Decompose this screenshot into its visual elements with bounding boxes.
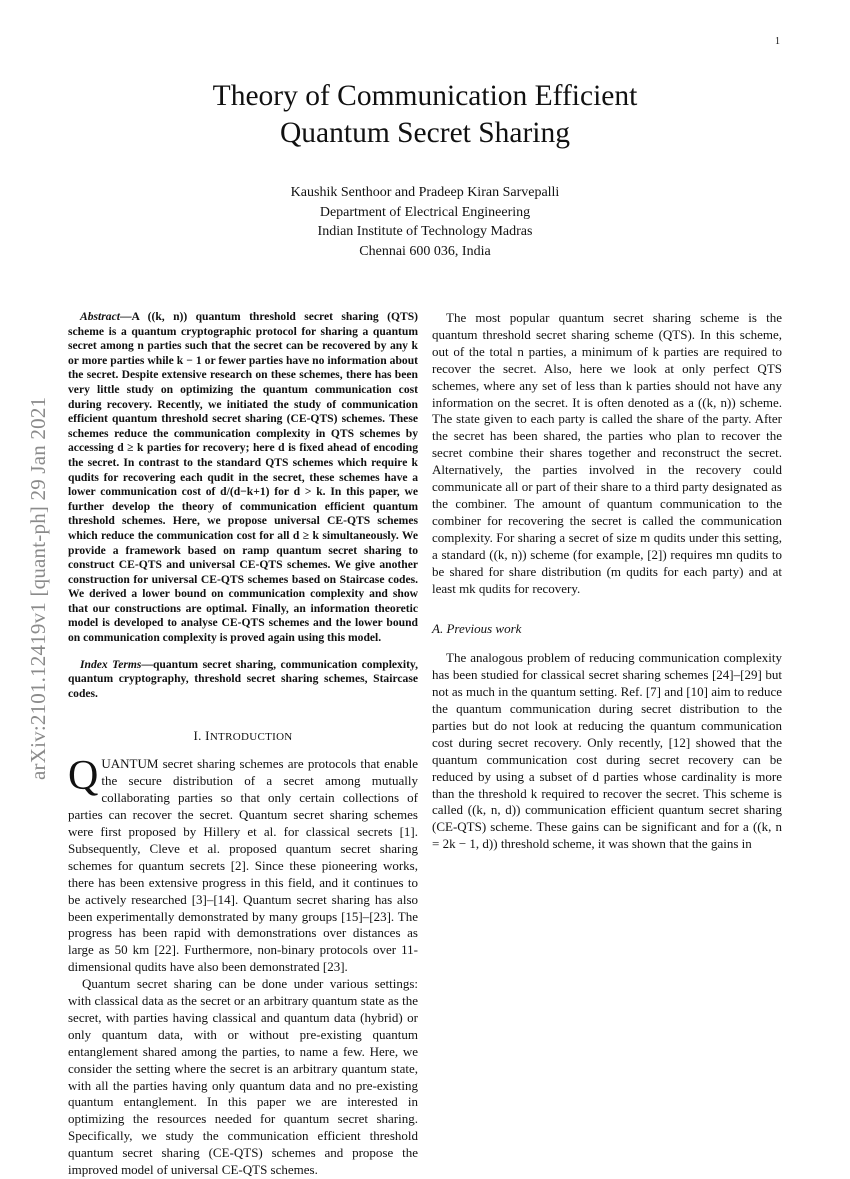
title-block <box>0 78 850 152</box>
index-terms <box>68 658 418 702</box>
intro-paragraph-3: The most popular quantum secret sharing scheme is the quantum threshold secret sharing scheme (QTS). In this scheme, out of the total n parties, a minimum of k parties are required to recover the secret. Also, here we look at only perfect QTS schemes, where any set of less than k parties should not have any information on the secret. It is often denoted as a ((k, n)) scheme. The state given to each party is called the share of the party. After the secret has been shared, the parties who plan to recover the secret combine their shares together and reconstruct the secret. Alternatively, the parties involved in the recovery could communicate all or part of their share to a third party designated as the combiner. The amount of quantum communication to the combiner for recovering the secret is called the communication complexity. For sharing a secret of size m qudits under this setting, a standard ((k, n)) scheme (for example, [2]) requires mn qudits to be shared for share distribution (m qudits for each party) and at least mk qudits for recovery. <box>432 310 782 596</box>
right-column <box>432 310 782 853</box>
intro-paragraph-1-text: UANTUM secret sharing schemes are protocols that enable the secure distribution of a secret among mutually collaborating parties so that only certain collections of parties can recover the secret. Quantum secret sharing schemes were first proposed by Hillery et al. for classical secrets [1]. Subsequently, Cleve et al. proposed quantum secret sharing schemes for quantum secrets [2]. Since these pioneering works, there has been extensive progress in this field, and it continues to be actively researched [3]–[14]. Quantum secret sharing has also been experimentally demonstrated by many groups [15]–[23]. The progress has been rapid with demonstrations over distances as large as 50 km [22]. Furthermore, non-binary protocols over 11-dimensional qudits have also been demonstrated [23]. <box>68 756 418 975</box>
title-line-2: Quantum Secret Sharing <box>279 117 571 149</box>
abstract-label: Abstract <box>80 310 120 323</box>
index-terms-label: Index Terms <box>80 657 142 671</box>
page-number: 1 <box>775 36 780 47</box>
left-column <box>68 310 418 1179</box>
section-heading-introduction: I. INTRODUCTION <box>193 728 293 744</box>
author-institute: Indian Institute of Technology Madras <box>317 224 533 239</box>
intro-paragraph-2: Quantum secret sharing can be done under various settings: with classical data as the secret or an arbitrary quantum state as the secret, with parties having classical and quantum data (hybrid) or only quantum data, with or without pre-existing quantum entanglement shared among the parties, to name a few. Here, we consider the setting where the secret is an arbitrary quantum state, with all the parties having only quantum data and no pre-existing quantum entanglement. In this paper we are interested in optimizing the resources needed for quantum secret sharing. Specifically, we study the communication efficient threshold quantum secret sharing (CE-QTS) schemes and propose the improved model of universal CE-QTS schemes. <box>68 976 418 1178</box>
author-block <box>0 183 850 261</box>
author-address: Chennai 600 036, India <box>359 243 491 259</box>
subsection-heading-previous-work: A. Previous work <box>432 621 522 637</box>
abstract-text: —A ((k, n)) quantum threshold secret sharing (QTS) scheme is a quantum cryptographic protocol for sharing a quantum secret among n parties such that the secret can be recovered by any k or more parties while k − 1 or fewer parties have no information about the secret. Despite extensive research on these schemes, there has been very little study on optimizing the quantum communication cost during recovery. Recently, we initiated the study of communication efficient quantum threshold secret sharing (CE-QTS) schemes. These schemes reduce the communication complexity in QTS schemes by accessing d ≥ k parties for recovery; here d is fixed ahead of encoding the secret. In contrast to the standard QTS schemes which require k qudits for recovering each qudit in the secret, these schemes have a lower communication cost of d/(d−k+1) for d > k. In this paper, we further develop the theory of communication efficient quantum threshold schemes. Here, we propose universal CE-QTS schemes which reduce the communication cost for all d ≥ k simultaneously. We provide a framework based on ramp quantum secret sharing to construct CE-QTS and universal CE-QTS schemes. We give another construction for universal CE-QTS schemes based on Staircase codes. We derived a lower bound on communication complexity and show that our constructions are optimal. Finally, an information theoretic model is developed to analyse CE-QTS schemes and the lower bound on communication complexity is proved again using this model. <box>68 310 418 645</box>
index-terms-text: —quantum secret sharing, communication complexity, quantum cryptography, threshold secret sharing schemes, Staircase codes. <box>68 657 418 700</box>
paper-title <box>0 78 850 152</box>
intro-paragraph-1 <box>68 753 418 976</box>
drop-cap: Q <box>68 753 99 800</box>
author-department: Department of Electrical Engineering <box>319 204 531 220</box>
author-names: Kaushik Senthoor and Pradeep Kiran Sarvepalli <box>290 185 560 200</box>
arxiv-stamp-text: arXiv:2101.12419v1 [quant-ph] 29 Jan 2021 <box>26 396 50 780</box>
arxiv-stamp <box>23 280 53 780</box>
previous-work-paragraph: The analogous problem of reducing communication complexity has been studied for classical secret sharing schemes [24]–[29] but not as much in the quantum setting. Ref. [7] and [10] aim to reduce the quantum communication during secret distribution to the parties but do not look at reducing the quantum communication cost during secret recovery. Only recently, [12] showed that the quantum communication cost during secret recovery can be reduced by using a subset of d parties whose cardinality is more than the threshold k required to recover the secret. This scheme is called ((k, n, d)) communication efficient quantum secret sharing (CE-QTS) scheme. These gains can be significant and for a ((k, n = 2k − 1, d)) threshold scheme, it was shown that the gains in <box>432 650 782 852</box>
abstract <box>68 310 418 646</box>
title-line-1: Theory of Communication Efficient <box>212 80 638 112</box>
